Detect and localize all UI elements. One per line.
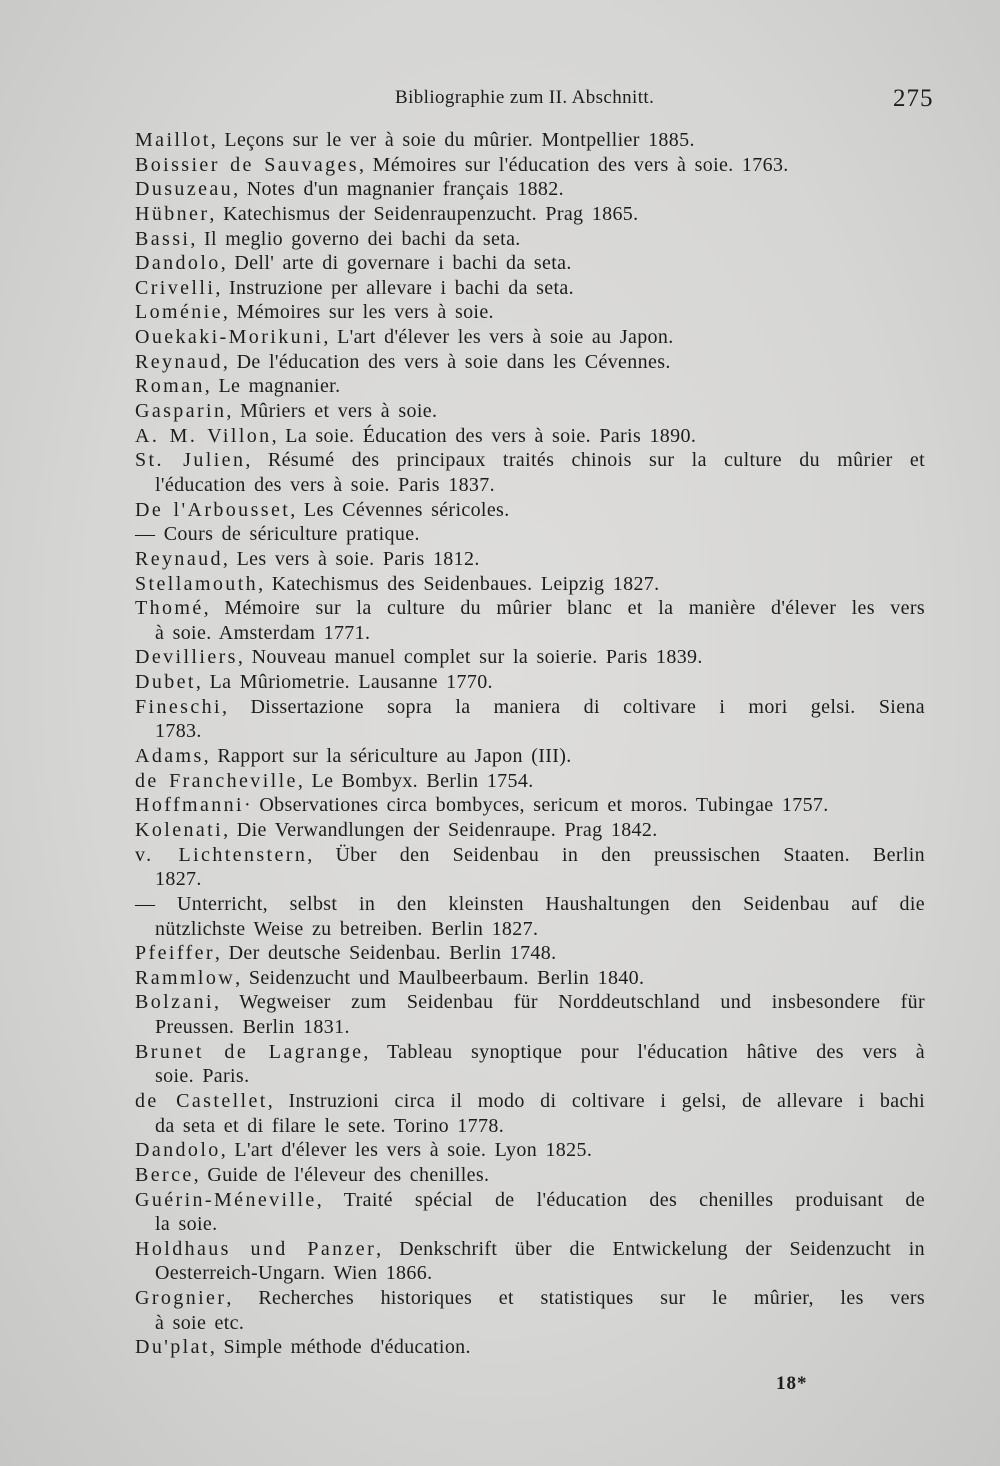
- bibliography-entry: [135, 1089, 925, 1138]
- entry-line-text: [135, 1335, 471, 1360]
- entry-continuation-line: [135, 1261, 925, 1286]
- entry-author: Rammlow: [135, 966, 236, 989]
- entry-line: [135, 1138, 925, 1163]
- entry-author: De l'Arbousset: [135, 498, 291, 521]
- entry-title: , De l'éducation des vers à soie dans les Cévennes.: [222, 350, 671, 373]
- entry-line-text: [135, 1286, 925, 1311]
- entry-title: , Seidenzucht und Maulbeerbaum. Berlin 1840.: [235, 966, 645, 989]
- entry-line-text: [135, 251, 572, 276]
- bibliography-list: [135, 128, 925, 1360]
- bibliography-entry: [135, 374, 925, 399]
- entry-author: Adams: [135, 745, 204, 768]
- bibliography-entry: [135, 596, 925, 645]
- entry-title: — Cours de sériculture pratique.: [135, 523, 420, 546]
- entry-line-text: [135, 202, 639, 227]
- entry-continuation-line: [135, 473, 925, 498]
- entry-author: Hübner: [135, 202, 210, 225]
- bibliography-entry: [135, 1188, 925, 1237]
- entry-line: [135, 128, 925, 153]
- entry-line-text: [135, 596, 925, 621]
- entry-line: [135, 498, 925, 523]
- entry-line: [135, 251, 925, 276]
- entry-line: [135, 990, 925, 1015]
- entry-author: Reynaud: [135, 350, 223, 373]
- entry-line-text: [135, 128, 695, 153]
- entry-title: , L'art d'élever les vers à soie. Lyon 1825.: [220, 1139, 593, 1162]
- bibliography-entry: [135, 941, 925, 966]
- entry-line-text: [135, 547, 480, 572]
- entry-line-text: [135, 793, 829, 818]
- entry-line-text: [135, 695, 925, 720]
- entry-line-text: [135, 276, 574, 301]
- bibliography-entry: [135, 202, 925, 227]
- entry-title: , Mûriers et vers à soie.: [226, 400, 438, 423]
- entry-author: Berce: [135, 1163, 194, 1186]
- entry-line: [135, 1237, 925, 1262]
- entry-line: [135, 572, 925, 597]
- entry-author: Dusuzeau: [135, 178, 234, 201]
- bibliography-entry: [135, 892, 925, 941]
- entry-title: , Dissertazione sopra la maniera di coltivare i mori gelsi. Siena: [221, 695, 925, 718]
- entry-title: , Katechismus der Seidenraupenzucht. Prag 1865.: [209, 202, 639, 225]
- entry-title-continued: la soie.: [155, 1213, 218, 1236]
- entry-line-text: [135, 1163, 489, 1188]
- entry-line-text: [155, 1015, 350, 1040]
- entry-author: Devilliers: [135, 646, 238, 669]
- entry-title: , La Mûriometrie. Lausanne 1770.: [195, 671, 493, 694]
- entry-title: , Katechismus des Seidenbaues. Leipzig 1827.: [258, 572, 660, 595]
- entry-line: [135, 1188, 925, 1213]
- entry-line: [135, 645, 925, 670]
- entry-title-continued: Oesterreich-Ungarn. Wien 1866.: [155, 1262, 433, 1285]
- entry-line-text: [135, 990, 925, 1015]
- entry-line-text: [135, 769, 534, 794]
- entry-line-text: [135, 325, 674, 350]
- entry-line-text: [135, 300, 494, 325]
- entry-line: [135, 177, 925, 202]
- entry-title: , Instruzioni circa il modo di coltivare i gelsi, de allevare i bachi: [267, 1089, 925, 1112]
- entry-author: Brunet de Lagrange: [135, 1040, 364, 1063]
- bibliography-entry: [135, 547, 925, 572]
- entry-title: , Über den Seidenbau in den preussischen Staaten. Berlin: [307, 843, 925, 866]
- entry-title: , Mémoires sur les vers à soie.: [222, 301, 494, 324]
- entry-author: Boissier de Sauvages: [135, 153, 359, 176]
- entry-line: [135, 818, 925, 843]
- bibliography-entry: [135, 128, 925, 153]
- entry-line-text: [135, 1138, 592, 1163]
- entry-author: Dubet: [135, 671, 196, 694]
- entry-title: , Die Verwandlungen der Seidenraupe. Prag 1842.: [223, 818, 658, 841]
- entry-title: , Le magnanier.: [204, 375, 341, 398]
- bibliography-entry: [135, 1040, 925, 1089]
- bibliography-entry: [135, 350, 925, 375]
- bibliography-entry: [135, 793, 925, 818]
- entry-author: Maillot: [135, 129, 211, 151]
- entry-line: [135, 1163, 925, 1188]
- entry-line-text: [155, 917, 538, 942]
- entry-line: [135, 695, 925, 720]
- sheet-signature: 18*: [776, 1373, 808, 1394]
- entry-line-text: [135, 572, 660, 597]
- entry-title-continued: da seta et di filare le sete. Torino 1778.: [155, 1114, 505, 1137]
- entry-line: [135, 399, 925, 424]
- entry-line: [135, 670, 925, 695]
- entry-title-continued: 1783.: [155, 720, 202, 743]
- entry-author: Gasparin: [135, 400, 227, 423]
- entry-line: [135, 374, 925, 399]
- entry-continuation-line: [135, 1212, 925, 1237]
- bibliography-entry: [135, 966, 925, 991]
- entry-line: [135, 966, 925, 991]
- entry-title: , Der deutsche Seidenbau. Berlin 1748.: [214, 942, 557, 965]
- entry-title: , Simple méthode d'éducation.: [209, 1336, 471, 1359]
- entry-line: [135, 1286, 925, 1311]
- bibliography-entry: [135, 843, 925, 892]
- entry-line: [135, 276, 925, 301]
- entry-line-text: [135, 1237, 925, 1262]
- entry-continuation-line: [135, 1311, 925, 1336]
- entry-title: — Unterricht, selbst in den kleinsten Haushaltungen den Seidenbau auf die: [135, 892, 925, 915]
- entry-author: Bassi: [135, 227, 191, 250]
- entry-line-text: [155, 1064, 249, 1089]
- bibliography-entry: [135, 1163, 925, 1188]
- entry-title: , Tableau synoptique pour l'éducation hâtive des vers à: [363, 1040, 925, 1063]
- entry-author: Hoffmanni: [135, 794, 244, 817]
- entry-line: [135, 424, 925, 449]
- bibliography-entry: [135, 522, 925, 547]
- entry-line: [135, 350, 925, 375]
- entry-title: , L'art d'élever les vers à soie au Japon.: [323, 326, 674, 349]
- entry-line: [135, 522, 925, 547]
- entry-title: , Il meglio governo dei bachi da seta.: [190, 227, 521, 250]
- entry-author: Holdhaus und Panzer: [135, 1237, 377, 1260]
- entry-line-text: [135, 498, 510, 523]
- entry-line-text: [135, 670, 493, 695]
- bibliography-entry: [135, 177, 925, 202]
- entry-continuation-line: [135, 719, 925, 744]
- entry-title: , Le Bombyx. Berlin 1754.: [297, 769, 534, 792]
- entry-author: A. M. Villon: [135, 424, 272, 447]
- entry-author: Roman: [135, 375, 205, 398]
- entry-line-text: [135, 522, 420, 547]
- entry-title: , Recherches historiques et statistiques sur le mûrier, les vers: [226, 1287, 925, 1310]
- entry-author: St. Julien: [135, 449, 246, 472]
- entry-title: , Guide de l'éleveur des chenilles.: [193, 1163, 490, 1186]
- bibliography-entry: [135, 325, 925, 350]
- entry-author: Reynaud: [135, 547, 223, 570]
- entry-author: v. Lichtenstern: [135, 843, 308, 866]
- entry-line-text: [135, 424, 696, 449]
- bibliography-entry: [135, 300, 925, 325]
- bibliography-entry: [135, 1138, 925, 1163]
- entry-title-continued: 1827.: [155, 868, 202, 891]
- entry-author: Ouekaki-Morikuni: [135, 326, 324, 349]
- bibliography-entry: [135, 448, 925, 497]
- running-title: Bibliographie zum II. Abschnitt.: [395, 87, 655, 108]
- entry-line-text: [155, 867, 202, 892]
- entry-line-text: [155, 621, 370, 646]
- entry-line: [135, 202, 925, 227]
- entry-title: , Rapport sur la sériculture au Japon (III).: [203, 745, 572, 768]
- page-number: 275: [893, 85, 934, 112]
- bibliography-entry: [135, 695, 925, 744]
- entry-line: [135, 744, 925, 769]
- bibliography-entry: [135, 990, 925, 1039]
- entry-line-text: [155, 1114, 504, 1139]
- entry-line: [135, 227, 925, 252]
- entry-line: [135, 448, 925, 473]
- entry-title-continued: nützlichste Weise zu betreiben. Berlin 1827.: [155, 917, 539, 940]
- entry-title: , La soie. Éducation des vers à soie. Paris 1890.: [271, 424, 697, 447]
- entry-continuation-line: [135, 1015, 925, 1040]
- bibliography-entry: [135, 1335, 925, 1360]
- entry-line: [135, 1040, 925, 1065]
- bibliography-entry: [135, 251, 925, 276]
- entry-line-text: [135, 966, 644, 991]
- entry-line: [135, 793, 925, 818]
- entry-line-text: [135, 1188, 925, 1213]
- entry-line: [135, 547, 925, 572]
- entry-line-text: [135, 153, 789, 178]
- entry-title: , Mémoires sur l'éducation des vers à soie. 1763.: [358, 153, 789, 176]
- entry-title: , Les Cévennes séricoles.: [290, 498, 510, 521]
- entry-title: , Nouveau manuel complet sur la soierie. Paris 1839.: [237, 646, 703, 669]
- entry-line-text: [155, 719, 202, 744]
- entry-title: , Résumé des principaux traités chinois sur la culture du mûrier et: [245, 449, 925, 472]
- entry-line: [135, 769, 925, 794]
- entry-line-text: [135, 744, 572, 769]
- entry-line-text: [135, 843, 925, 868]
- entry-line: [135, 300, 925, 325]
- entry-continuation-line: [135, 1064, 925, 1089]
- entry-continuation-line: [135, 917, 925, 942]
- entry-author: Stellamouth: [135, 572, 259, 595]
- bibliography-entry: [135, 818, 925, 843]
- bibliography-entry: [135, 572, 925, 597]
- entry-line-text: [135, 399, 437, 424]
- entry-title: , Mémoire sur la culture du mûrier blanc et la manière d'élever les vers: [203, 597, 925, 620]
- entry-line-text: [135, 892, 925, 917]
- entry-line-text: [155, 473, 495, 498]
- entry-line: [135, 596, 925, 621]
- entry-line-text: [135, 1040, 925, 1065]
- entry-line-text: [155, 1311, 244, 1336]
- entry-title-continued: Preussen. Berlin 1831.: [155, 1016, 350, 1039]
- bibliography-entry: [135, 670, 925, 695]
- entry-author: de Castellet: [135, 1089, 268, 1112]
- entry-title-continued: l'éducation des vers à soie. Paris 1837.: [155, 473, 495, 496]
- entry-line: [135, 1335, 925, 1360]
- bibliography-entry: [135, 744, 925, 769]
- entry-author: Dandolo: [135, 1139, 221, 1162]
- entry-line-text: [135, 1089, 925, 1114]
- entry-author: Loménie: [135, 301, 223, 324]
- entry-title: , Dell' arte di governare i bachi da seta.: [220, 252, 572, 275]
- entry-line-text: [135, 645, 703, 670]
- entry-line: [135, 941, 925, 966]
- entry-title: , Denkschrift über die Entwickelung der Seidenzucht in: [376, 1237, 925, 1260]
- entry-line: [135, 153, 925, 178]
- entry-author: Thomé: [135, 597, 204, 620]
- entry-line-text: [135, 227, 521, 252]
- bibliography-entry: [135, 227, 925, 252]
- bibliography-entry: [135, 498, 925, 523]
- entry-line-text: [135, 448, 925, 473]
- entry-title: , Les vers à soie. Paris 1812.: [222, 547, 480, 570]
- entry-line-text: [155, 1212, 217, 1237]
- entry-line: [135, 843, 925, 868]
- entry-author: Du'plat: [135, 1336, 210, 1359]
- entry-line-text: [155, 1261, 432, 1286]
- entry-continuation-line: [135, 867, 925, 892]
- entry-author: Grognier: [135, 1287, 227, 1310]
- bibliography-entry: [135, 1286, 925, 1335]
- entry-author: Fineschi: [135, 695, 222, 718]
- entry-continuation-line: [135, 621, 925, 646]
- entry-title: , Wegweiser zum Seidenbau für Norddeutschland und insbesondere für: [214, 991, 925, 1014]
- entry-title: , Traité spécial de l'éducation des chenilles produisant de: [316, 1188, 925, 1211]
- entry-line-text: [135, 374, 340, 399]
- entry-line-text: [135, 177, 564, 202]
- entry-author: Pfeiffer: [135, 942, 215, 965]
- bibliography-entry: [135, 424, 925, 449]
- entry-line-text: [135, 941, 556, 966]
- entry-title: , Instruzione per allevare i bachi da seta.: [215, 276, 574, 299]
- bibliography-entry: [135, 645, 925, 670]
- entry-line: [135, 892, 925, 917]
- bibliography-entry: [135, 276, 925, 301]
- bibliography-entry: [135, 769, 925, 794]
- bibliography-entry: [135, 1237, 925, 1286]
- entry-title-continued: à soie. Amsterdam 1771.: [155, 621, 371, 644]
- entry-line: [135, 325, 925, 350]
- bibliography-entry: [135, 153, 925, 178]
- entry-author: Crivelli: [135, 276, 216, 299]
- entry-author: Kolenati: [135, 818, 224, 841]
- bibliography-entry: [135, 399, 925, 424]
- entry-author: de Francheville: [135, 769, 298, 792]
- entry-line-text: [135, 818, 658, 843]
- entry-title: · Observationes circa bombyces, sericum et moros. Tubingae 1757.: [244, 794, 829, 817]
- entry-title-continued: soie. Paris.: [155, 1065, 250, 1088]
- entry-author: Bolzani: [135, 991, 215, 1014]
- entry-title: , Leçons sur le ver à soie du mûrier. Montpellier 1885.: [210, 129, 695, 151]
- entry-line-text: [135, 350, 671, 375]
- entry-continuation-line: [135, 1114, 925, 1139]
- entry-author: Dandolo: [135, 252, 221, 275]
- entry-author: Guérin-Méneville: [135, 1188, 317, 1211]
- entry-line: [135, 1089, 925, 1114]
- entry-title: , Notes d'un magnanier français 1882.: [233, 178, 564, 201]
- entry-title-continued: à soie etc.: [155, 1311, 245, 1334]
